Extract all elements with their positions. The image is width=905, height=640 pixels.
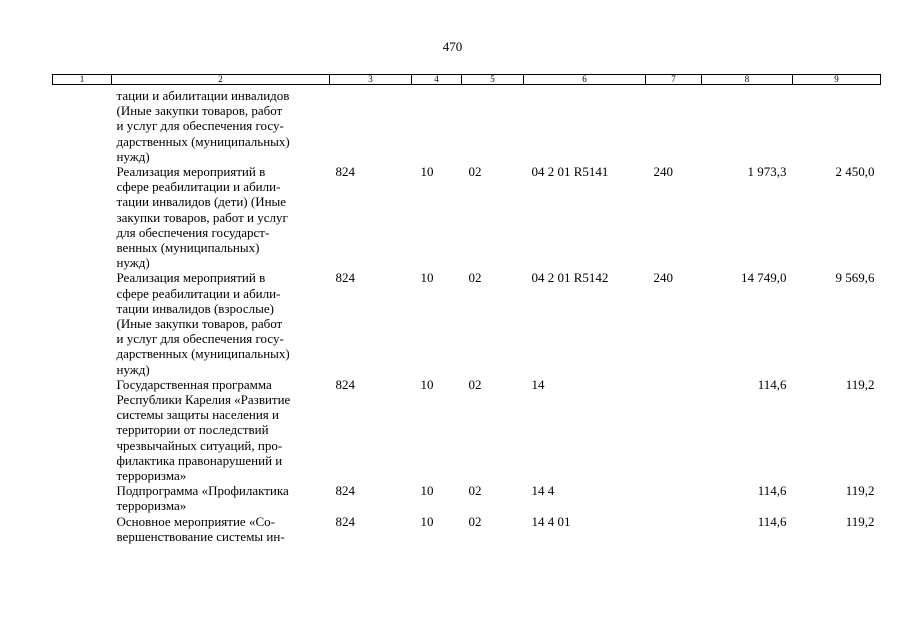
cell-target-article — [524, 85, 646, 165]
cell-target-article: 04 2 01 R5141 — [531, 164, 609, 180]
cell-expense-type — [646, 514, 702, 544]
name-line: нужд) — [116, 255, 150, 271]
cell-name — [112, 377, 330, 483]
cell-amount-year-2: 9 569,6 — [835, 270, 875, 286]
name-line: нужд) — [116, 361, 150, 377]
name-line: Основное мероприятие «Со- — [116, 513, 275, 529]
column-header-5: 5 — [462, 75, 524, 85]
name-line: сфере реабилитации и абили- — [116, 179, 281, 195]
name-line: системы защиты населения и — [116, 407, 279, 423]
name-line: венных (муниципальных) — [116, 240, 260, 256]
cell-section: 10 — [420, 513, 434, 529]
name-line: чрезвычайных ситуаций, про- — [116, 437, 283, 453]
table-row — [53, 483, 881, 513]
name-line: терроризма» — [116, 498, 187, 514]
budget-table — [52, 74, 881, 544]
cell-amount-year-1: 14 749,0 — [741, 270, 787, 286]
name-line: филактика правонарушений и — [116, 452, 283, 468]
cell-target-article: 14 4 01 — [531, 513, 571, 529]
cell-ministry: 824 — [335, 270, 355, 286]
cell-amount-year-2: 2 450,0 — [835, 164, 875, 180]
cell-ministry: 824 — [335, 483, 355, 499]
cell-target-article: 14 4 — [531, 483, 555, 499]
cell-section: 10 — [420, 376, 434, 392]
cell-subsection: 02 — [468, 483, 482, 499]
cell-expense-type — [646, 377, 702, 483]
name-line: и услуг для обеспечения госу- — [116, 118, 284, 134]
name-line: и услуг для обеспечения госу- — [116, 331, 284, 347]
table-row — [53, 270, 881, 376]
name-line: (Иные закупки товаров, работ — [116, 316, 283, 332]
column-header-8: 8 — [702, 75, 793, 85]
cell-subsection: 02 — [468, 376, 482, 392]
cell-amount-year-1 — [702, 85, 793, 165]
cell-subsection — [462, 85, 524, 165]
column-header-2: 2 — [112, 75, 330, 85]
cell-subsection: 02 — [468, 513, 482, 529]
name-line: терроризма» — [116, 468, 187, 484]
name-line: тации инвалидов (дети) (Иные — [116, 194, 287, 210]
name-line: Государственная программа — [116, 376, 272, 392]
cell-subsection: 02 — [468, 270, 482, 286]
name-line: дарственных (муниципальных) — [116, 133, 290, 149]
page-number: 470 — [442, 39, 463, 54]
cell-expense-type: 240 — [653, 270, 673, 286]
cell-name — [112, 483, 330, 513]
cell-amount-year-1: 114,6 — [757, 513, 787, 529]
cell-subsection: 02 — [468, 164, 482, 180]
cell-expense-type — [646, 483, 702, 513]
cell-target-article: 14 — [531, 376, 545, 392]
name-line: Республики Карелия «Развитие — [116, 392, 291, 408]
name-line: вершенствование системы ин- — [116, 528, 285, 544]
cell-amount-year-1: 114,6 — [757, 376, 787, 392]
name-line: сфере реабилитации и абили- — [116, 285, 281, 301]
name-line: территории от последствий — [116, 422, 269, 438]
cell-name — [112, 164, 330, 270]
cell-ministry: 824 — [335, 164, 355, 180]
table-row — [53, 377, 881, 483]
name-line: тации инвалидов (взрослые) — [116, 300, 274, 316]
cell-section: 10 — [420, 483, 434, 499]
cell-target-article: 04 2 01 R5142 — [531, 270, 609, 286]
cell-ministry — [330, 85, 412, 165]
header-row — [53, 75, 881, 85]
cell-col-1 — [53, 164, 112, 270]
cell-section — [412, 85, 462, 165]
name-line: закупки товаров, работ и услуг — [116, 209, 288, 225]
cell-amount-year-2 — [793, 85, 881, 165]
name-line: Реализация мероприятий в — [116, 270, 266, 286]
table-header — [53, 75, 881, 85]
table-row — [53, 514, 881, 544]
name-line: Подпрограмма «Профилактика — [116, 483, 289, 499]
name-line: дарственных (муниципальных) — [116, 346, 290, 362]
name-line: Реализация мероприятий в — [116, 164, 266, 180]
cell-amount-year-2: 119,2 — [845, 376, 875, 392]
column-header-6: 6 — [524, 75, 646, 85]
cell-col-1 — [53, 377, 112, 483]
cell-expense-type — [646, 85, 702, 165]
name-line: тации и абилитации инвалидов — [116, 88, 290, 103]
column-header-4: 4 — [412, 75, 462, 85]
column-header-7: 7 — [646, 75, 702, 85]
cell-ministry: 824 — [335, 376, 355, 392]
cell-expense-type: 240 — [653, 164, 673, 180]
cell-amount-year-2: 119,2 — [845, 513, 875, 529]
column-header-9: 9 — [793, 75, 881, 85]
cell-amount-year-1: 114,6 — [757, 483, 787, 499]
column-header-3: 3 — [330, 75, 412, 85]
table-row — [53, 164, 881, 270]
cell-col-1 — [53, 85, 112, 165]
cell-section: 10 — [420, 164, 434, 180]
cell-name — [112, 85, 330, 165]
cell-col-1 — [53, 514, 112, 544]
cell-ministry: 824 — [335, 513, 355, 529]
cell-amount-year-1: 1 973,3 — [747, 164, 787, 180]
name-line: нужд) — [116, 148, 150, 164]
cell-col-1 — [53, 483, 112, 513]
name-line: для обеспечения государст- — [116, 224, 270, 240]
cell-amount-year-2: 119,2 — [845, 483, 875, 499]
name-line: (Иные закупки товаров, работ — [116, 103, 283, 119]
table-body — [53, 85, 881, 545]
cell-section: 10 — [420, 270, 434, 286]
cell-name — [112, 270, 330, 376]
table-row — [53, 85, 881, 165]
cell-col-1 — [53, 270, 112, 376]
cell-name — [112, 514, 330, 544]
column-header-1: 1 — [53, 75, 112, 85]
